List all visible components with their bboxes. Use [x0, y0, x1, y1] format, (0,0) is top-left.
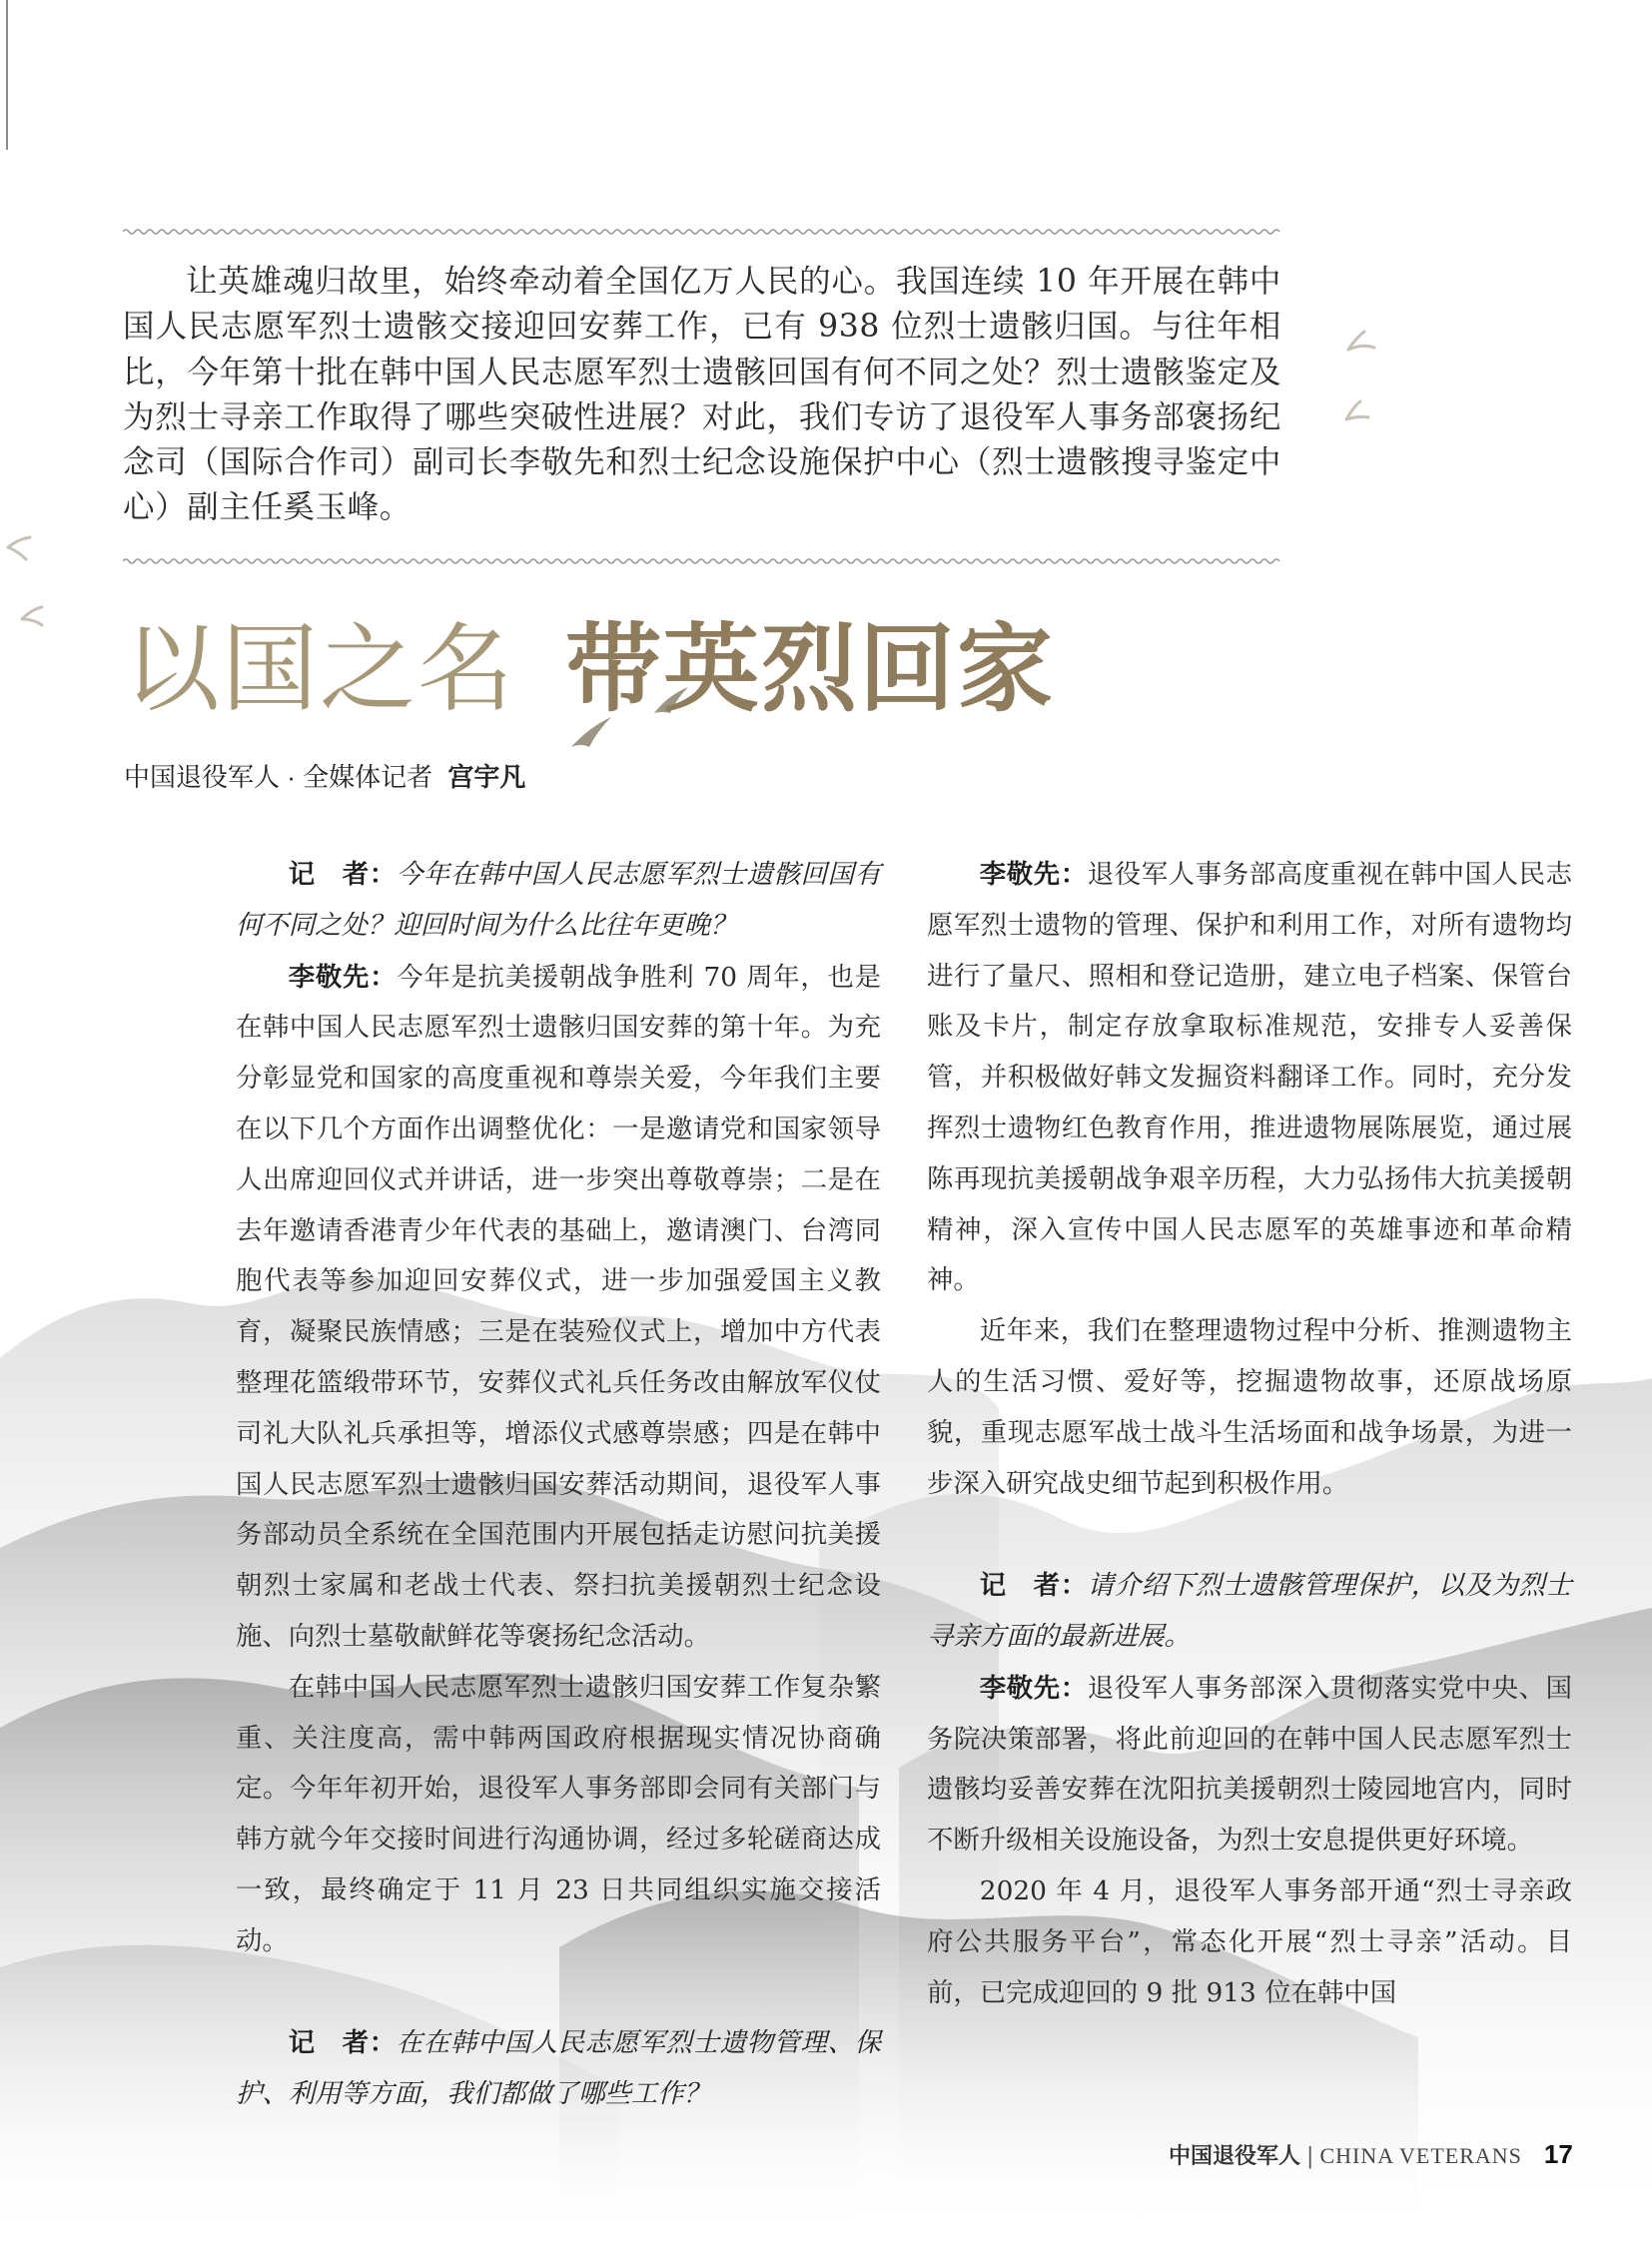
answer-text: 今年是抗美援朝战争胜利 70 周年，也是在韩中国人民志愿军烈士遗骸归国安葬的第十年。为充分彰显党和国家的高度重视和尊崇关爱，今年我们主要在以下几个方面作出调整优化：一是邀请党和国家领导人出席迎回仪式并讲话，进一步突出尊敬尊崇；二是在去年邀请香港青少年代表的基础上，邀请澳门、台湾同胞代表等参加迎回安葬仪式，进一步加强爱国主义教育，凝聚民族情感；三是在装殓仪式上，增加中方代表整理花篮缎带环节，安葬仪式礼兵任务改由解放军仪仗司礼大队礼兵承担等，增添仪式感尊崇感；四是在韩中国人民志愿军烈士遗骸归国安葬活动期间，退役军人事务部动员全系统在全国范围内开展包括走访慰问抗美援朝烈士家属和老战士代表、祭扫抗美援朝烈士纪念设施、向烈士墓敬献鲜花等褒扬纪念活动。: [236, 961, 882, 1652]
bird-icon: [1348, 332, 1374, 350]
byline: [124, 757, 525, 794]
body-paragraph: 2020 年 4 月，退役军人事务部开通“烈士寻亲政府公共服务平台”，常态化开展“烈士寻亲”活动。目前，已完成迎回的 9 批 913 位在韩中国: [927, 1874, 1572, 2008]
footer-separator: |: [1306, 2144, 1314, 2169]
dotted-divider-top: [123, 226, 1283, 238]
answer-paragraph: [927, 849, 1572, 1306]
speaker-li: 李敬先：: [979, 1672, 1088, 1703]
question-paragraph: [236, 849, 881, 952]
speaker-reporter: 记 者：: [288, 2027, 397, 2058]
bird-icon: [8, 537, 30, 559]
article-column-right: [927, 849, 1572, 2018]
headline-bold: 带英烈回家: [565, 612, 1055, 725]
body-paragraph: 在韩中国人民志愿军烈士遗骸归国安葬工作复杂繁重、关注度高，需中韩两国政府根据现实情况协商确定。今年年初开始，退役军人事务部即会同有关部门与韩方就今年交接时间进行沟通协调，经过多轮磋商达成一致，最终确定于 11 月 23 日共同组织实施交接活动。: [236, 1671, 881, 1956]
byline-outlet: 中国退役军人 · 全媒体记者: [124, 762, 433, 792]
article-headline: [124, 614, 1055, 724]
answer-paragraph: [236, 952, 881, 1663]
speaker-li: 李敬先：: [288, 961, 398, 992]
intro-text: 让英雄魂归故里，始终牵动着全国亿万人民的心。我国连续 10 年开展在韩中国人民志愿军烈士遗骸交接迎回安葬工作，已有 938 位烈士遗骸归国。与往年相比，今年第十批在韩中国人民志愿军烈士遗骸回国有何不同之处？烈士遗骸鉴定及为烈士寻亲工作取得了哪些突破性进展？对此，我们专访了退役军人事务部褒扬纪念司（国际合作司）副司长李敬先和烈士纪念设施保护中心（烈士遗骸搜寻鉴定中心）副主任奚玉峰。: [123, 264, 1281, 526]
speaker-li: 李敬先：: [979, 859, 1088, 889]
article-column-left: [236, 849, 881, 2120]
answer-text: 退役军人事务部高度重视在韩中国人民志愿军烈士遗物的管理、保护和利用工作，对所有遗物均进行了量尺、照相和登记造册，建立电子档案、保管台账及卡片，制定存放拿取标准规范，安排专人妥善保管，并积极做好韩文发掘资料翻译工作。同时，充分发挥烈士遗物红色教育作用，推进遗物展陈展览，通过展陈再现抗美援朝战争艰辛历程，大力弘扬伟大抗美援朝精神，深入宣传中国人民志愿军的英雄事迹和革命精神。: [927, 859, 1573, 1296]
question-text: 请介绍下烈士遗骸管理保护，以及为烈士寻亲方面的最新进展。: [927, 1570, 1573, 1652]
dotted-divider-bottom: [123, 555, 1283, 567]
footer-magazine-en: CHINA VETERANS: [1319, 2143, 1522, 2168]
byline-author: 宫宇凡: [447, 762, 526, 792]
answer-paragraph: [927, 1663, 1572, 1867]
intro-paragraph: [123, 260, 1281, 531]
bird-icon: [22, 607, 42, 625]
page-footer: [1169, 2139, 1573, 2170]
body-paragraph: 近年来，我们在整理遗物过程中分析、推测遗物主人的生活习惯、爱好等，挖掘遗物故事，还原战场原貌，重现志愿军战士战斗生活场面和战争场景，为进一步深入研究战史细节起到积极作用。: [927, 1315, 1572, 1499]
bird-icon: [1346, 401, 1368, 419]
question-text: 在在韩中国人民志愿军烈士遗物管理、保护、利用等方面，我们都做了哪些工作？: [236, 2027, 882, 2110]
footer-magazine-cn: 中国退役军人: [1169, 2143, 1301, 2168]
question-paragraph: [927, 1560, 1572, 1663]
page-number: 17: [1543, 2139, 1573, 2169]
answer-text: 退役军人事务部深入贯彻落实党中央、国务院决策部署，将此前迎回的在韩中国人民志愿军烈士遗骸均妥善安葬在沈阳抗美援朝烈士陵园地宫内，同时不断升级相关设施设备，为烈士安息提供更好环境。: [927, 1672, 1573, 1857]
question-text: 今年在韩中国人民志愿军烈士遗骸回国有何不同之处？迎回时间为什么比往年更晚？: [236, 859, 882, 941]
question-paragraph: [236, 2017, 881, 2120]
speaker-reporter: 记 者：: [979, 1570, 1088, 1601]
headline-light: 以国之名: [124, 613, 515, 725]
speaker-reporter: 记 者：: [288, 859, 397, 889]
